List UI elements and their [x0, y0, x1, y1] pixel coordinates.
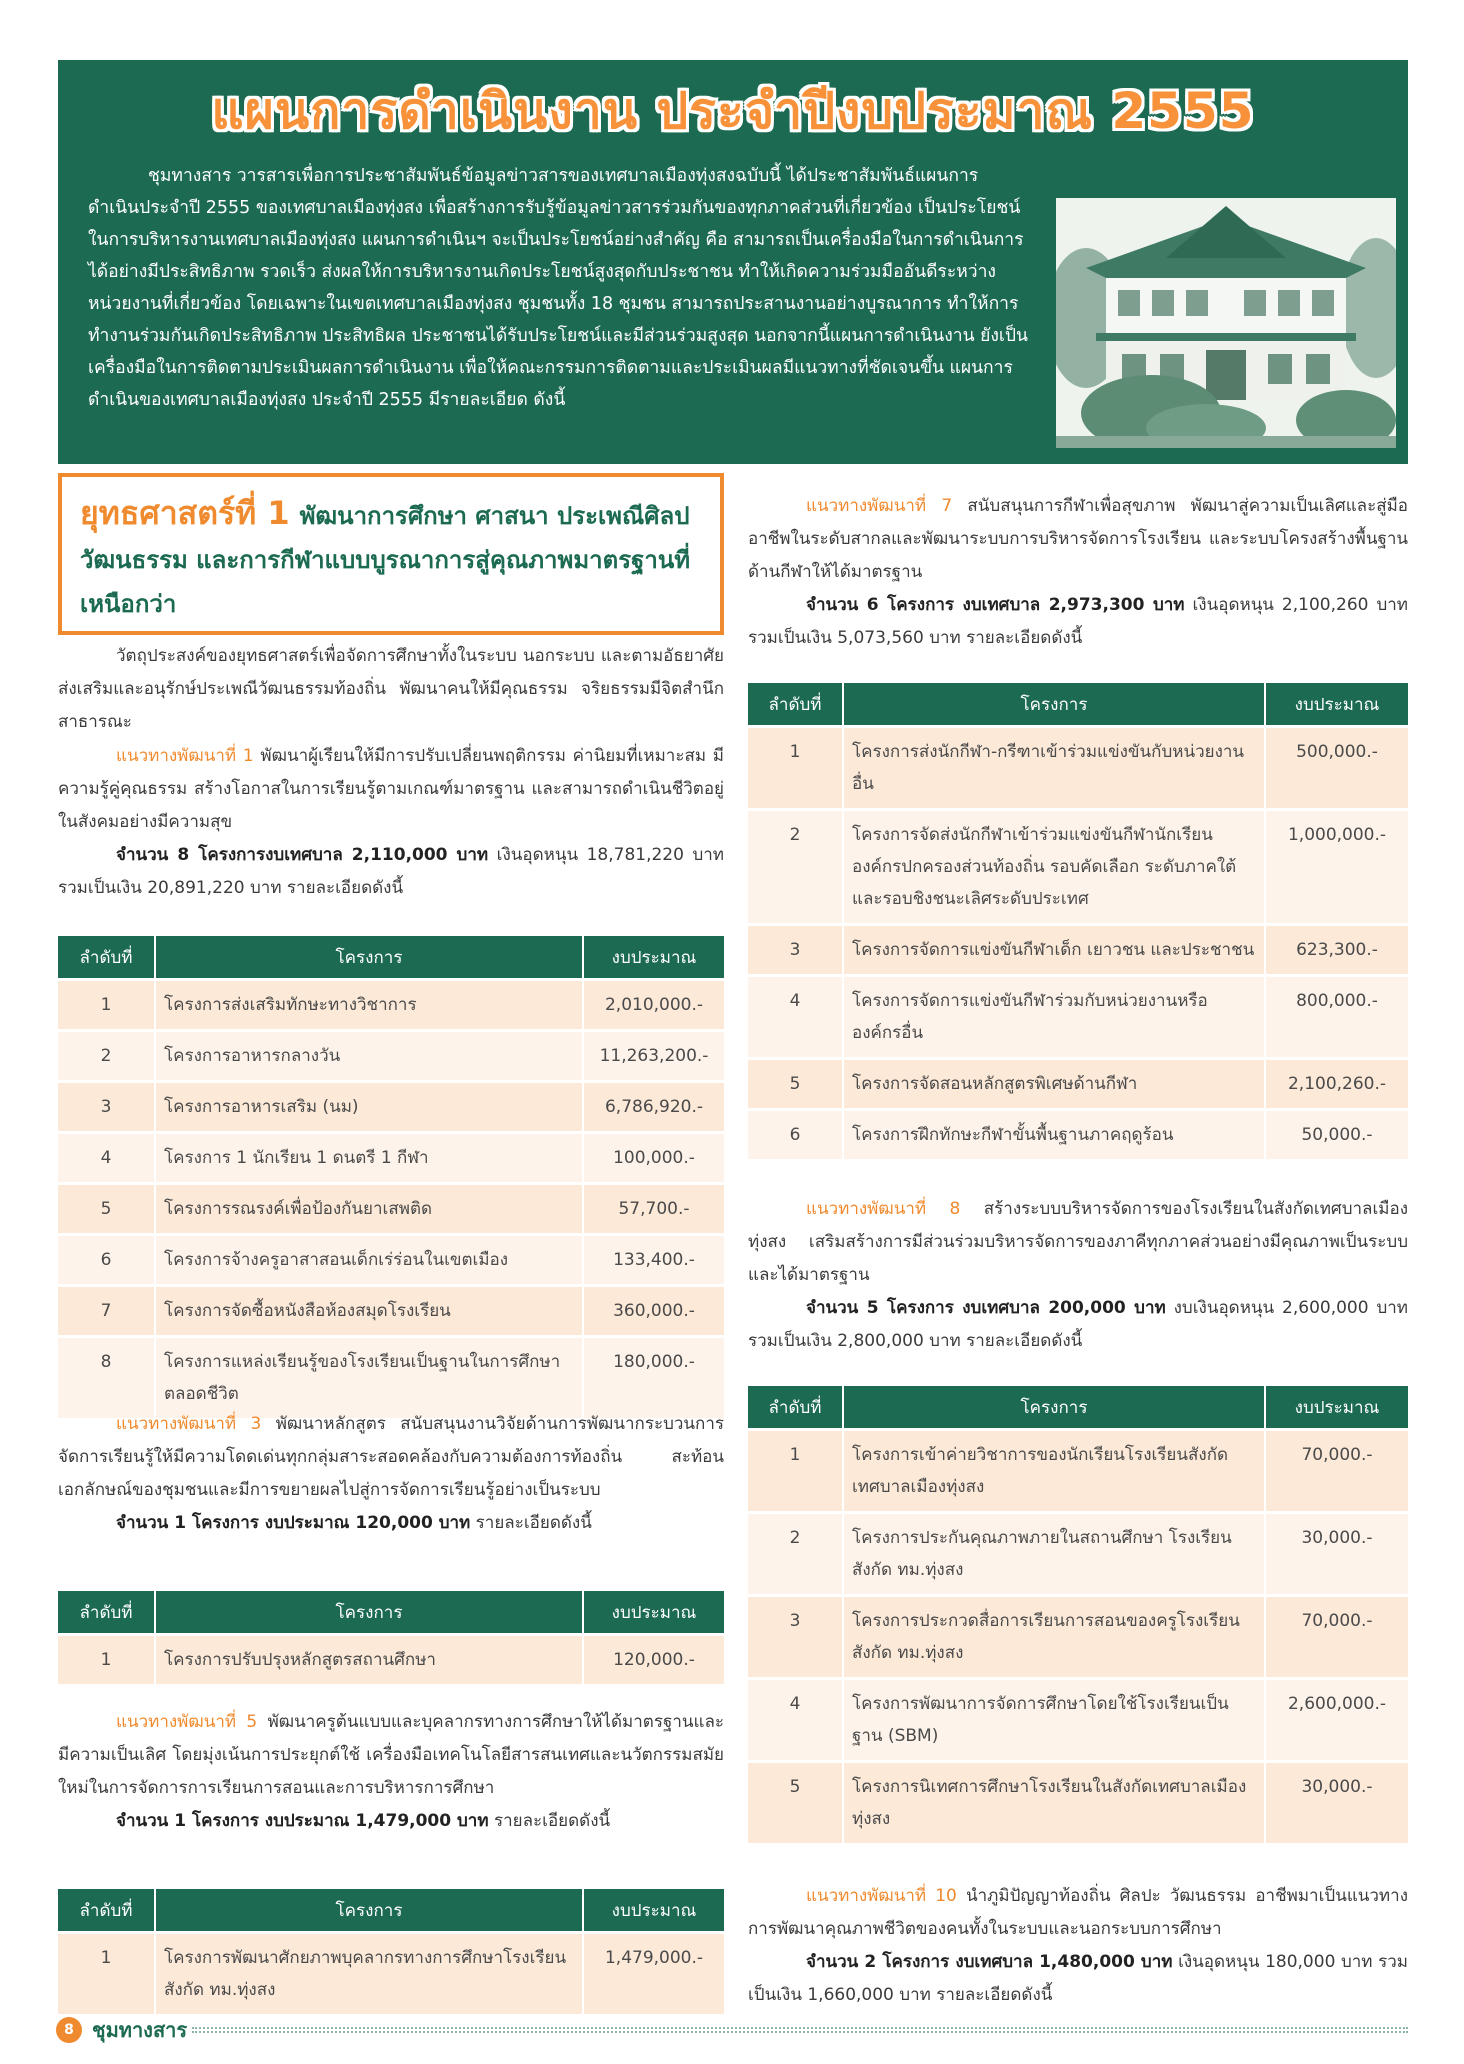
table-row: 1 โครงการส่งนักกีฬา-กรีฑาเข้าร่วมแข่งขันกับหน่วยงานอื่น 500,000.- — [748, 728, 1408, 808]
municipal-building-photo — [1056, 198, 1396, 448]
table-row: 1 โครงการปรับปรุงหลักสูตรสถานศึกษา 120,000.- — [58, 1636, 724, 1684]
col-header-project: โครงการ — [156, 1889, 584, 1931]
col-header-project: โครงการ — [844, 1386, 1266, 1428]
table-row: 3 โครงการจัดการแข่งขันกีฬาเด็ก เยาวชน และประชาชน 623,300.- — [748, 926, 1408, 974]
guideline-3-text: พัฒนาหลักสูตร สนับสนุนงานวิจัยด้านการพัฒนากระบวนการจัดการเรียนรู้ให้มีความโดดเด่นทุกกลุ่มสาระสอดคล้องกับความต้องการท้องถิ่น สะท้อนเอกลักษณ์ของชุมชนและมีการขยายผลไปสู่การจัดการเรียนรู้อย่างเป็นระบบ — [58, 1414, 725, 1500]
table-row: 5 โครงการนิเทศการศึกษาโรงเรียนในสังกัดเทศบาลเมืองทุ่งสง 30,000.- — [748, 1763, 1408, 1843]
guideline-8-text: สร้างระบบบริหารจัดการของโรงเรียนในสังกัดเทศบาลเมืองทุ่งสง เสริมสร้างการมีส่วนร่วมบริหารจัดการของภาคีทุกภาคส่วนอย่างมีคุณภาพเป็นระบบและได้มาตรฐาน — [748, 1199, 1408, 1285]
guideline-8-summary: จำนวน 5 โครงการ งบเทศบาล 200,000 บาท — [806, 1298, 1166, 1318]
guideline-3-table — [58, 1588, 724, 1687]
table-row: 8 โครงการแหล่งเรียนรู้ของโรงเรียนเป็นฐานในการศึกษาตลอดชีวิต 180,000.- — [58, 1338, 724, 1418]
col-header-project: โครงการ — [156, 936, 584, 978]
table-header-row — [58, 936, 724, 978]
guideline-1-text: พัฒนาผู้เรียนให้มีการปรับเปลี่ยนพฤติกรรม ค่านิยมที่เหมาะสม มีความรู้คู่คุณธรรม สร้างโอกาสในการเรียนรู้ตามเกณฑ์มาตรฐาน และสามารถดำเนินชีวิตอยู่ในสังคมอย่างมีความสุข — [58, 746, 725, 832]
table-row: 2 โครงการประกันคุณภาพภายในสถานศึกษา โรงเรียนสังกัด ทม.ทุ่งสง 30,000.- — [748, 1514, 1408, 1594]
page-number-badge: 8 — [56, 2017, 82, 2043]
table-row: 7 โครงการจัดซื้อหนังสือห้องสมุดโรงเรียน 360,000.- — [58, 1287, 724, 1335]
guideline-1-table — [58, 933, 724, 1421]
col-header-project: โครงการ — [844, 683, 1266, 725]
guideline-1-label: แนวทางพัฒนาที่ 1 — [116, 746, 254, 766]
table-header-row — [748, 1386, 1408, 1428]
objective-paragraph: วัตถุประสงค์ของยุทธศาสตร์เพื่อจัดการศึกษาทั้งในระบบ นอกระบบ และตามอัธยาศัย ส่งเสริมและอนุรักษ์ประเพณีวัฒนธรรมท้องถิ่น พัฒนาคนให้มีคุณธรรม จริยธรรมมีจิตสำนึกสาธารณะ — [58, 646, 724, 732]
col-header-budget: งบประมาณ — [584, 1591, 724, 1633]
col-header-project: โครงการ — [156, 1591, 584, 1633]
guideline-5-table — [58, 1886, 724, 2017]
guideline-10-summary-rest: เงินอุดหนุน 180,000 บาท รวมเป็นเงิน 1,660,000 บาท รายละเอียดดังนี้ — [748, 1952, 1408, 2005]
table-row: 5 โครงการรณรงค์เพื่อป้องกันยาเสพติด 57,700.- — [58, 1185, 724, 1233]
building-illustration — [1056, 198, 1396, 448]
guideline-8-label: แนวทางพัฒนาที่ 8 — [806, 1199, 961, 1219]
strategy-heading: ยุทธศาสตร์ที่ 1 — [80, 494, 290, 532]
guideline-3-summary-rest: รายละเอียดดังนี้ — [475, 1513, 592, 1533]
guideline-1-summary-rest: เงินอุดหนุน 18,781,220 บาท รวมเป็นเงิน 20,891,220 บาท รายละเอียดดังนี้ — [58, 845, 724, 898]
col-header-budget: งบประมาณ — [1266, 1386, 1408, 1428]
intro-paragraph: ชุมทางสาร วารสารเพื่อการประชาสัมพันธ์ข้อมูลข่าวสารของเทศบาลเมืองทุ่งสงฉบับนี้ ได้ประชาสัมพันธ์แผนการดำเนินประจำปี 2555 ของเทศบาลเมืองทุ่งสง เพื่อสร้างการรับรู้ข้อมูลข่าวสารร่วมกันของทุกภาคส่วนที่เกี่ยวข้อง เป็นประโยชน์ในการบริหารงานเทศบาลเมืองทุ่งสง แผนการดำเนินฯ จะเป็นประโยชน์อย่างสำคัญ คือ สามารถเป็นเครื่องมือในการดำเนินการได้อย่างมีประสิทธิภาพ รวดเร็ว ส่งผลให้การบริหารงานเกิดประโยชน์สูงสุดกับประชาชน ทำให้เกิดความร่วมมืออันดีระหว่างหน่วยงานที่เกี่ยวข้อง โดยเฉพาะในเขตเทศบาลเมืองทุ่งสง ชุมชนทั้ง 18 ชุมชน สามารถประสานงานอย่างบูรณาการ ทำให้การทำงานร่วมกันเกิดประสิทธิภาพ ประสิทธิผล ประชาชนได้รับประโยชน์และมีส่วนร่วมสูงสุด นอกจากนี้แผนการดำเนินงาน ยังเป็นเครื่องมือในการติดตามประเมินผลการดำเนินงาน เพื่อให้คณะกรรมการติดตามและประเมินผลมีแนวทางที่ชัดเจนขึ้น แผนการดำเนินของเทศบาลเมืองทุ่งสง ประจำปี 2555 มีรายละเอียด ดังนี้ — [88, 166, 1028, 410]
guideline-1-summary: จำนวน 8 โครงการงบเทศบาล 2,110,000 บาท — [116, 845, 489, 865]
guideline-10-text: นำภูมิปัญญาท้องถิ่น ศิลปะ วัฒนธรรม อาชีพมาเป็นแนวทางการพัฒนาคุณภาพชีวิตของคนทั้งในระบบและนอกระบบการศึกษา — [748, 1886, 1408, 1939]
table-row: 3 โครงการประกวดสื่อการเรียนการสอนของครูโรงเรียนสังกัด ทม.ทุ่งสง 70,000.- — [748, 1597, 1408, 1677]
guideline-5-label: แนวทางพัฒนาที่ 5 — [116, 1712, 258, 1732]
table-header-row — [58, 1591, 724, 1633]
guideline-3-summary: จำนวน 1 โครงการ งบประมาณ 120,000 บาท — [116, 1513, 471, 1533]
guideline-8-summary-rest: งบเงินอุดหนุน 2,600,000 บาท รวมเป็นเงิน 2,800,000 บาท รายละเอียดดังนี้ — [748, 1298, 1409, 1351]
guideline-7-summary: จำนวน 6 โครงการ งบเทศบาล 2,973,300 บาท — [806, 595, 1185, 615]
publication-name: ชุมทางสาร — [92, 2018, 188, 2042]
guideline-8-table — [748, 1383, 1408, 1846]
strategy-1-box — [58, 473, 724, 635]
guideline-5-text: พัฒนาครูต้นแบบและบุคลากรทางการศึกษาให้ได้มาตรฐานและมีความเป็นเลิศ โดยมุ่งเน้นการประยุกต์ใช้ เครื่องมือเทคโนโลยีสารสนเทศและนวัตกรรมสมัยใหม่ในการจัดการการเรียนการสอนและการบริหารการศึกษา — [58, 1712, 724, 1798]
col-header-no: ลำดับที่ — [748, 1386, 844, 1428]
table-row: 1 โครงการพัฒนาศักยภาพบุคลากรทางการศึกษาโรงเรียนสังกัด ทม.ทุ่งสง 1,479,000.- — [58, 1934, 724, 2014]
table-row: 4 โครงการพัฒนาการจัดการศึกษาโดยใช้โรงเรียนเป็นฐาน (SBM) 2,600,000.- — [748, 1680, 1408, 1760]
table-row: 2 โครงการอาหารกลางวัน 11,263,200.- — [58, 1032, 724, 1080]
guideline-5-summary: จำนวน 1 โครงการ งบประมาณ 1,479,000 บาท — [116, 1811, 489, 1831]
guideline-7-label: แนวทางพัฒนาที่ 7 — [806, 496, 953, 516]
guideline-5-summary-rest: รายละเอียดดังนี้ — [493, 1811, 611, 1831]
guideline-7-summary-rest: เงินอุดหนุน 2,100,260 บาท รวมเป็นเงิน 5,073,560 บาท รายละเอียดดังนี้ — [748, 595, 1408, 648]
col-header-budget: งบประมาณ — [584, 936, 724, 978]
guideline-7-text: สนับสนุนการกีฬาเพื่อสุขภาพ พัฒนาสู่ความเป็นเลิศและสู่มืออาชีพในระดับสากลและพัฒนาระบบการบริหารจัดการโรงเรียน และระบบโครงสร้างพื้นฐานด้านกีฬาให้ได้มาตรฐาน — [748, 496, 1408, 582]
guideline-10-paragraph — [748, 1880, 1408, 2012]
guideline-1-paragraph — [58, 740, 724, 905]
table-row: 6 โครงการฝึกทักษะกีฬาขั้นพื้นฐานภาคฤดูร้อน 50,000.- — [748, 1111, 1408, 1159]
col-header-no: ลำดับที่ — [748, 683, 844, 725]
guideline-10-summary: จำนวน 2 โครงการ งบเทศบาล 1,480,000 บาท — [806, 1952, 1173, 1972]
table-row: 4 โครงการ 1 นักเรียน 1 ดนตรี 1 กีฬา 100,000.- — [58, 1134, 724, 1182]
col-header-no: ลำดับที่ — [58, 1889, 156, 1931]
guideline-3-label: แนวทางพัฒนาที่ 3 — [116, 1414, 262, 1434]
col-header-budget: งบประมาณ — [1266, 683, 1408, 725]
col-header-no: ลำดับที่ — [58, 936, 156, 978]
guideline-7-paragraph — [748, 490, 1408, 655]
col-header-no: ลำดับที่ — [58, 1591, 156, 1633]
table-row: 1 โครงการเข้าค่ายวิชาการของนักเรียนโรงเรียนสังกัดเทศบาลเมืองทุ่งสง 70,000.- — [748, 1431, 1408, 1511]
footer-divider — [192, 2027, 1408, 2033]
header-banner — [58, 60, 1408, 464]
guideline-10-label: แนวทางพัฒนาที่ 10 — [806, 1886, 957, 1906]
table-row: 1 โครงการส่งเสริมทักษะทางวิชาการ 2,010,000.- — [58, 981, 724, 1029]
table-header-row — [748, 683, 1408, 725]
page-title: แผนการดำเนินงาน ประจำปีงบประมาณ 2555 — [211, 82, 1255, 140]
table-row: 6 โครงการจ้างครูอาสาสอนเด็กเร่ร่อนในเขตเมือง 133,400.- — [58, 1236, 724, 1284]
guideline-5-paragraph — [58, 1706, 724, 1838]
table-row: 4 โครงการจัดการแข่งขันกีฬาร่วมกับหน่วยงานหรือองค์กรอื่น 800,000.- — [748, 977, 1408, 1057]
guideline-7-table — [748, 680, 1408, 1162]
table-header-row — [58, 1889, 724, 1931]
guideline-8-paragraph — [748, 1193, 1408, 1358]
table-row: 5 โครงการจัดสอนหลักสูตรพิเศษด้านกีฬา 2,100,260.- — [748, 1060, 1408, 1108]
guideline-3-paragraph — [58, 1408, 724, 1540]
strategy-description: พัฒนาการศึกษา ศาสนา ประเพณีศิลปวัฒนธรรม และการกีฬาแบบบูรณาการสู่คุณภาพมาตรฐานที่เหนือกว่า — [80, 502, 691, 618]
table-row: 2 โครงการจัดส่งนักกีฬาเข้าร่วมแข่งขันกีฬานักเรียนองค์กรปกครองส่วนท้องถิ่น รอบคัดเลือก ระดับภาคใต้ และรอบชิงชนะเลิศระดับประเทศ 1,000,000.- — [748, 811, 1408, 923]
col-header-budget: งบประมาณ — [584, 1889, 724, 1931]
table-row: 3 โครงการอาหารเสริม (นม) 6,786,920.- — [58, 1083, 724, 1131]
